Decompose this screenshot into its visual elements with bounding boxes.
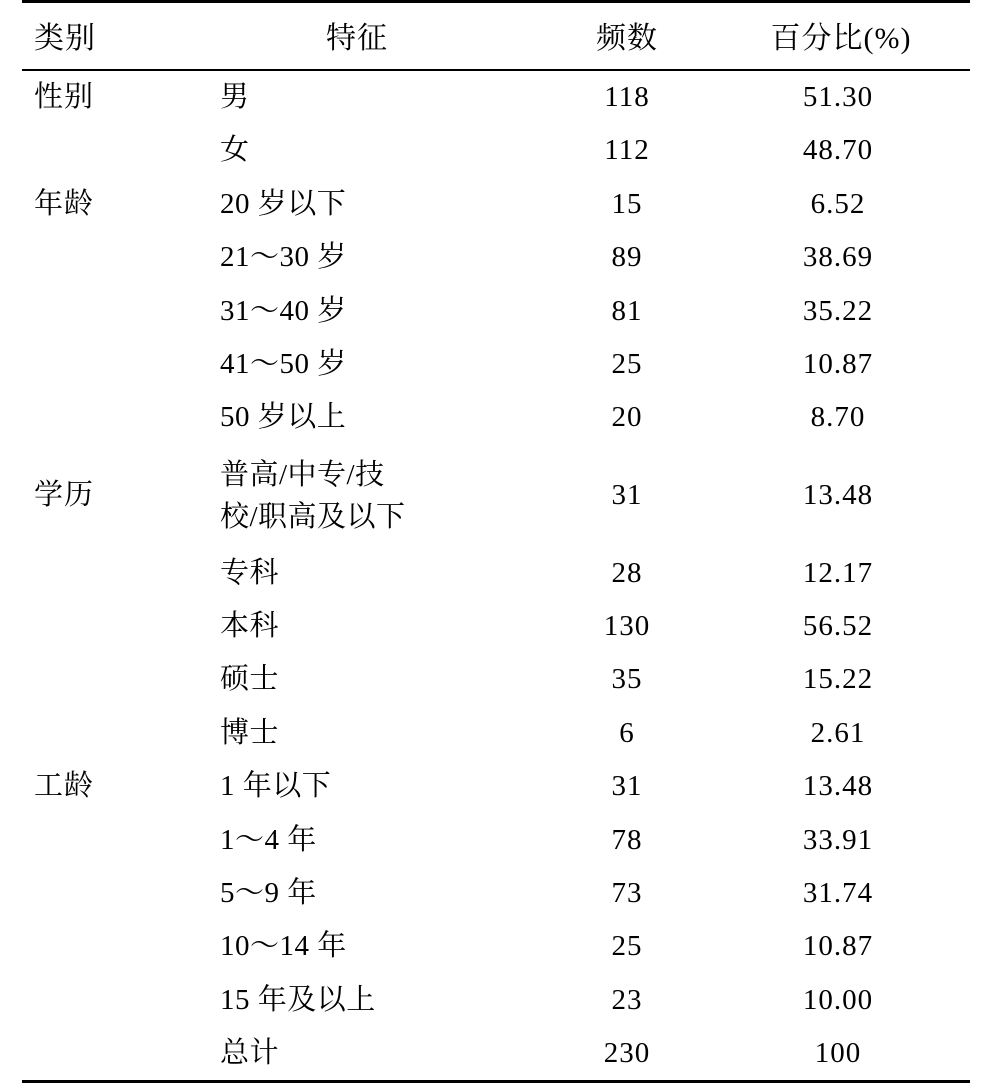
cell-feature: 15 年及以上 (220, 983, 376, 1016)
cell-frequency: 6 (619, 716, 635, 749)
cell-frequency: 20 (611, 401, 643, 434)
column-header-category: 类别 (34, 22, 96, 55)
cell-frequency: 130 (603, 610, 651, 643)
cell-frequency: 15 (611, 187, 643, 220)
cell-percent: 10.87 (802, 347, 874, 380)
cell-percent: 10.00 (802, 983, 874, 1016)
header-row (22, 2, 970, 71)
cell-category (22, 867, 192, 920)
cell-category (22, 391, 192, 444)
table-row (22, 445, 970, 547)
column-header-frequency: 频数 (596, 22, 658, 55)
cell-feature: 21～30 岁 (220, 241, 347, 274)
cell-category (22, 600, 192, 653)
cell-feature: 总计 (220, 1037, 280, 1070)
cell-category (22, 231, 192, 284)
cell-feature: 10～14 年 (220, 930, 347, 963)
cell-frequency: 89 (611, 241, 643, 274)
cell-frequency: 28 (611, 556, 643, 589)
table-row (22, 547, 970, 600)
cell-feature: 5～9 年 (220, 876, 317, 909)
cell-frequency: 25 (611, 930, 643, 963)
table-row (22, 920, 970, 973)
cell-category (22, 974, 192, 1027)
cell-percent: 48.70 (802, 134, 874, 167)
cell-feature: 50 岁以上 (220, 401, 347, 434)
cell-frequency: 31 (611, 770, 643, 803)
cell-percent: 13.48 (802, 478, 874, 511)
cell-frequency: 112 (604, 134, 650, 167)
table-row (22, 760, 970, 813)
table-header (22, 2, 970, 71)
cell-percent: 10.87 (802, 930, 874, 963)
cell-percent: 56.52 (802, 610, 874, 643)
cell-category: 性别 (34, 81, 95, 113)
cell-percent: 13.48 (802, 770, 874, 803)
table-row (22, 974, 970, 1027)
cell-feature: 普高/中专/技 校/职高及以下 (220, 458, 406, 533)
cell-feature: 41～50 岁 (220, 347, 347, 380)
table-row (22, 124, 970, 177)
cell-frequency: 35 (611, 663, 643, 696)
table-row (22, 391, 970, 444)
cell-feature: 专科 (220, 556, 280, 589)
table-row (22, 231, 970, 284)
table-row (22, 70, 970, 124)
cell-category: 工龄 (34, 770, 95, 803)
cell-feature: 1～4 年 (220, 823, 317, 856)
cell-frequency: 25 (611, 347, 643, 380)
cell-percent: 8.70 (810, 401, 866, 434)
cell-feature: 男 (220, 81, 250, 113)
cell-frequency: 31 (611, 478, 643, 511)
cell-category (22, 547, 192, 600)
cell-feature: 31～40 岁 (220, 294, 347, 327)
cell-category (22, 124, 192, 177)
cell-percent: 35.22 (802, 294, 874, 327)
column-header-percent: 百分比(%) (770, 22, 912, 55)
cell-frequency: 23 (611, 983, 643, 1016)
table-row (22, 814, 970, 867)
table-row (22, 178, 970, 231)
cell-category (22, 707, 192, 760)
cell-category (22, 1027, 192, 1082)
cell-frequency: 81 (611, 294, 643, 327)
cell-feature: 女 (220, 134, 250, 167)
cell-category (22, 814, 192, 867)
table-row (22, 707, 970, 760)
cell-percent: 38.69 (802, 241, 874, 274)
cell-category (22, 653, 192, 706)
cell-percent: 33.91 (802, 823, 874, 856)
cell-category (22, 285, 192, 338)
cell-percent: 6.52 (810, 187, 866, 220)
demographics-table (22, 0, 970, 1083)
cell-category: 年龄 (34, 187, 95, 220)
cell-category (22, 920, 192, 973)
table-row (22, 285, 970, 338)
cell-frequency: 230 (603, 1037, 651, 1070)
cell-feature: 硕士 (220, 663, 280, 696)
table-body (22, 70, 970, 1082)
table-row (22, 653, 970, 706)
cell-percent: 100 (814, 1037, 862, 1070)
column-header-feature: 特征 (326, 22, 388, 55)
cell-category (22, 338, 192, 391)
cell-category: 学历 (34, 478, 95, 511)
cell-percent: 2.61 (810, 716, 866, 749)
cell-feature: 本科 (220, 610, 280, 643)
table-row (22, 338, 970, 391)
cell-feature: 博士 (220, 716, 280, 749)
cell-frequency: 118 (604, 81, 650, 113)
cell-percent: 31.74 (802, 876, 874, 909)
cell-frequency: 73 (611, 876, 643, 909)
cell-percent: 15.22 (802, 663, 874, 696)
table-row (22, 867, 970, 920)
table-row (22, 1027, 970, 1082)
cell-percent: 51.30 (802, 81, 874, 113)
cell-frequency: 78 (611, 823, 643, 856)
cell-percent: 12.17 (802, 556, 874, 589)
table-row (22, 600, 970, 653)
cell-feature: 1 年以下 (220, 770, 332, 803)
cell-feature: 20 岁以下 (220, 187, 347, 220)
